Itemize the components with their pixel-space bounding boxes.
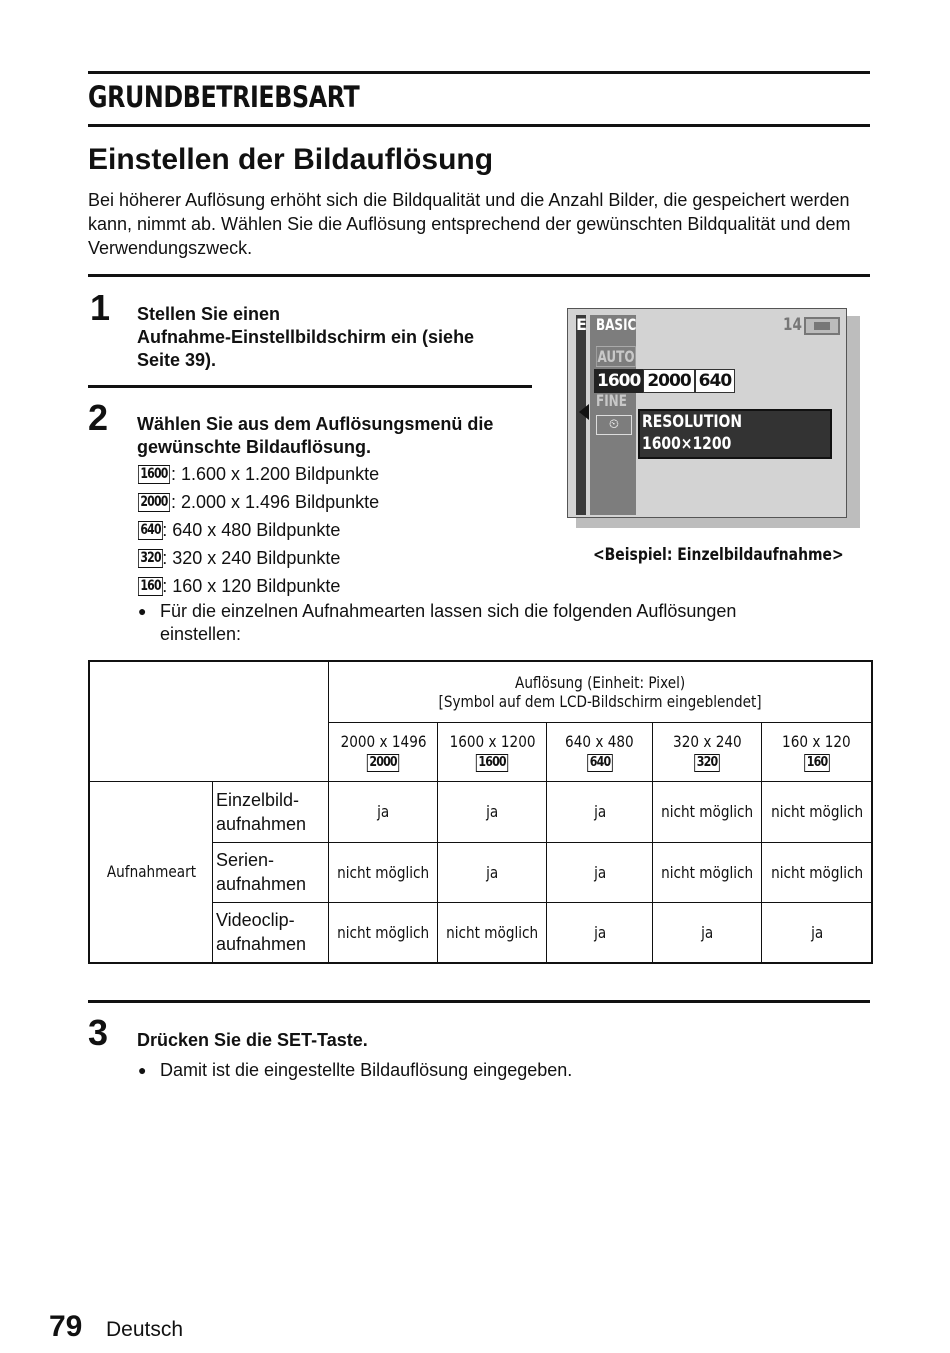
battery-icon xyxy=(804,317,840,335)
list-item: 2000 : 2.000 x 1.496 Bildpunkte xyxy=(138,488,379,516)
bullet-dot-icon: ● xyxy=(138,603,147,619)
page-number: 79 xyxy=(49,1310,83,1343)
resolution-160-icon: 160 xyxy=(804,754,830,772)
lcd-resolution-option: 640 xyxy=(695,369,736,393)
resolution-320-icon: 320 xyxy=(695,754,721,772)
intro-rule xyxy=(88,274,870,277)
resolution-160-icon: 160 xyxy=(138,577,163,596)
table-column-header: 1600 x 1200 1600 xyxy=(438,722,547,781)
table-cell: ja xyxy=(653,902,762,963)
bullet-dot-icon: ● xyxy=(138,1062,147,1078)
resolution-table xyxy=(88,660,873,964)
table-cell: ja xyxy=(547,902,653,963)
intro-text: Bei höherer Auflösung erhöht sich die Bildqualität und die Anzahl Bilder, die gespeichert werden kann, nimmt ab. Wählen Sie die Auflösung entsprechend der gewünschten Bildqualität und dem Verwendungszweck. xyxy=(88,190,851,258)
table-cell: nicht möglich xyxy=(762,842,872,902)
page-heading: Einstellen der Bildauflösung xyxy=(88,143,494,176)
lcd-caption: <Beispiel: Einzelbildaufnahme> xyxy=(593,545,844,565)
top-rule xyxy=(88,71,870,74)
step-3-rule xyxy=(88,1000,870,1003)
table-row-label: Videoclip- aufnahmen xyxy=(212,902,328,963)
step-1-rule xyxy=(88,385,532,388)
lcd-auto-label: AUTO xyxy=(597,347,635,366)
table-cell: ja xyxy=(438,781,547,842)
list-item: 1600 : 1.600 x 1.200 Bildpunkte xyxy=(138,460,379,488)
step-1-title: Stellen Sie einen Aufnahme-Einstellbildschirm ein (siehe Seite 39). xyxy=(137,304,475,370)
table-empty-corner xyxy=(89,661,328,781)
table-cell: nicht möglich xyxy=(653,781,762,842)
lcd-resolution-popup: RESOLUTION 1600×1200 xyxy=(638,409,832,459)
resolution-1600-icon: 1600 xyxy=(476,754,508,772)
table-row-label: Serien- aufnahmen xyxy=(212,842,328,902)
resolution-320-icon: 320 xyxy=(138,549,163,568)
section-rule xyxy=(88,124,870,127)
table-cell: ja xyxy=(438,842,547,902)
table-cell: nicht möglich xyxy=(762,781,872,842)
list-item: 160 : 160 x 120 Bildpunkte xyxy=(138,572,379,600)
resolution-list xyxy=(138,460,379,600)
section-title: GRUNDBETRIEBSART xyxy=(88,80,360,114)
lcd-screen xyxy=(567,308,847,518)
step-3-title: Drücken Sie die SET-Taste. xyxy=(137,1030,368,1050)
self-timer-icon: ⏲ xyxy=(596,415,632,435)
resolution-640-icon: 640 xyxy=(587,754,613,772)
lcd-fine-label: FINE xyxy=(596,391,627,410)
step-3-bullet: ● Damit ist die eingestellte Bildauflösung eingegeben. xyxy=(138,1060,573,1080)
step-3-number: 3 xyxy=(88,1012,109,1053)
list-item: 640 : 640 x 480 Bildpunkte xyxy=(138,516,379,544)
table-column-header: 160 x 120 160 xyxy=(762,722,872,781)
table-column-header: 320 x 240 320 xyxy=(653,722,762,781)
table-row xyxy=(89,781,872,842)
resolution-640-icon: 640 xyxy=(138,521,163,540)
resolution-1600-icon: 1600 xyxy=(138,465,170,484)
lcd-resolution-selected: 1600 xyxy=(594,369,643,393)
table-cell: nicht möglich xyxy=(328,842,437,902)
table-column-header: 2000 x 1496 2000 xyxy=(328,722,437,781)
lcd-resolution-option: 2000 xyxy=(643,369,694,393)
lcd-arrow-icon xyxy=(579,404,589,420)
list-item: 320 : 320 x 240 Bildpunkte xyxy=(138,544,379,572)
table-group-label: Aufnahmeart xyxy=(89,781,212,963)
table-cell: ja xyxy=(328,781,437,842)
step-2-title: Wählen Sie aus dem Auflösungsmenü die gewünschte Bildauflösung. xyxy=(137,414,494,457)
lcd-shot-count: 14 xyxy=(783,315,802,335)
table-column-header: 640 x 480 640 xyxy=(547,722,653,781)
table-cell: ja xyxy=(547,781,653,842)
step-2-number: 2 xyxy=(88,397,109,438)
resolution-2000-icon: 2000 xyxy=(138,493,170,512)
lcd-resolution-row xyxy=(594,369,735,393)
table-cell: ja xyxy=(547,842,653,902)
step-1-number: 1 xyxy=(90,287,111,328)
table-header: Auflösung (Einheit: Pixel) [Symbol auf dem LCD-Bildschirm eingeblendet] xyxy=(328,661,872,722)
table-cell: ja xyxy=(762,902,872,963)
table-cell: nicht möglich xyxy=(328,902,437,963)
footer-language: Deutsch xyxy=(106,1318,184,1341)
lcd-e-label: E xyxy=(576,315,587,334)
resolution-2000-icon: 2000 xyxy=(367,754,399,772)
table-row-label: Einzelbild- aufnahmen xyxy=(212,781,328,842)
table-cell: nicht möglich xyxy=(653,842,762,902)
lcd-mode-label: BASIC xyxy=(596,315,637,334)
step-2-bullet: ● Für die einzelnen Aufnahmearten lassen sich die folgenden Auflösungen einstellen: xyxy=(138,601,737,644)
table-cell: nicht möglich xyxy=(438,902,547,963)
